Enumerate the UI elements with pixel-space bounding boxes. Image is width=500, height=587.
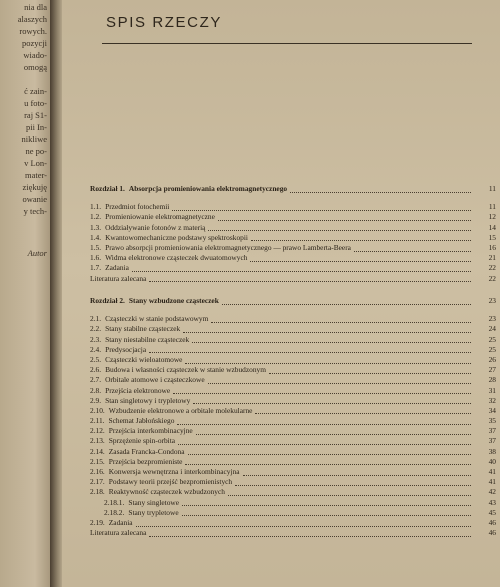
leader-dots [228,489,471,496]
entry-number: 2.18. [90,487,105,497]
left-text-fragment: pii In- [25,122,47,132]
left-text-fragment: ć zain- [24,86,47,96]
leader-dots [235,479,471,486]
page-number: 40 [488,456,496,466]
toc-entry [90,416,500,426]
leader-dots [208,377,471,384]
entry-title: Reaktywność cząsteczek wzbudzonych [108,487,225,497]
entry-number: 2.16. [90,467,105,476]
leader-dots [132,265,471,272]
entry-number: 1.7. [90,263,102,273]
entry-title: Predysocjacja [105,344,147,354]
leader-dots [243,469,471,476]
page-number: 34 [488,405,496,415]
page-number: 27 [488,365,496,375]
leader-dots [211,316,471,323]
left-text-fragment: ziękuję [22,182,47,192]
toc-literature [90,274,500,284]
entry-title: Promieniowanie elektromagnetyczne [105,212,215,222]
entry-number: 2.10. [90,405,105,415]
leader-dots [185,458,471,465]
leader-dots [193,397,471,404]
chapter-title: Stany wzbudzone cząsteczek [128,296,219,305]
book-gutter [50,0,62,587]
entry-title: Przejścia bezpromieniste [108,456,183,466]
leader-dots [269,367,471,374]
toc-entry [90,335,500,345]
page-number: 41 [488,467,496,476]
page-number: 38 [488,446,496,456]
left-text-fragment: alaszych [17,14,47,24]
toc-entry [90,467,500,477]
entry-number: 2.5. [90,354,102,364]
chapter-heading [90,184,500,194]
toc-entry [90,375,500,385]
leader-dots [173,387,471,394]
entry-number: 1.1. [90,202,102,212]
left-text-fragment: wiado- [23,50,47,60]
left-text-fragment: u foto- [24,98,47,108]
entry-title: Prawo absorpcji promieniowania elektromagnetycznego — prawo Lamberta-Beera [105,242,351,252]
left-page-edge [0,0,50,587]
author-signature: Autor [27,248,47,258]
entry-title: Podstawy teorii przejść bezpromienistych [108,477,233,487]
entry-title: Literatura zalecana [90,528,147,538]
page-number: 16 [488,242,496,252]
left-text-fragment: omogą [23,62,47,72]
page-number: 22 [488,273,496,283]
chapter-number: Rozdział 2. [90,296,125,305]
entry-title: Cząsteczki w stanie podstawowym [105,314,209,324]
leader-dots [136,520,471,527]
chapter-title: Absorpcja promieniowania elektromagnetycznego [128,184,288,193]
page-number: 46 [488,528,496,538]
page-number: 32 [488,395,496,405]
page-number: 46 [488,517,496,527]
entry-title: Przejścia elektronowe [105,385,171,395]
leader-dots [192,336,471,343]
leader-dots [196,428,471,435]
toc-entry [90,406,500,416]
page-title: SPIS RZECZY [106,14,222,31]
entry-number: 2.15. [90,456,105,466]
toc-subentry [90,508,500,518]
entry-number: 1.5. [90,242,102,252]
toc-entry [90,447,500,457]
toc-entry [90,487,500,497]
entry-title: Stany stabilne cząsteczek [105,324,181,334]
leader-dots [250,255,471,262]
entry-number: 2.18.1. [104,497,125,507]
toc-entry [90,426,500,436]
page-number: 37 [488,436,496,446]
left-text-fragment: owanie [22,194,47,204]
page-number: 28 [488,375,496,385]
leader-dots [149,530,471,537]
toc-entry [90,396,500,406]
toc-entry [90,253,500,263]
page-number: 25 [488,344,496,354]
entry-title: Stan singletowy i trypletowy [105,395,191,405]
toc-entry [90,243,500,253]
entry-title: Zadania [105,263,129,273]
entry-number: 2.4. [90,344,102,354]
page-number: 26 [488,354,496,364]
page-number: 43 [488,497,496,507]
toc-entry [90,314,500,324]
page-number: 23 [488,296,496,305]
page-number: 31 [488,385,496,395]
page-number: 45 [488,507,496,517]
toc-entry [90,263,500,273]
page-number: 41 [488,477,496,487]
entry-title: Widma elektronowe cząsteczek dwuatomowych [105,253,248,263]
entry-title: Przedmiot fotochemii [105,202,170,212]
entry-title: Sprzężenie spin-orbita [108,436,176,446]
left-text-fragment: nikliwe [21,134,47,144]
toc-entry [90,202,500,212]
left-text-fragment: v Lon- [24,158,47,168]
leader-dots [208,224,471,231]
toc-subentry [90,498,500,508]
leader-dots [178,438,471,445]
leader-dots [185,357,471,364]
chapter-number: Rozdział 1. [90,184,125,193]
entry-title: Budowa i własności cząsteczek w stanie wzbudzonym [105,365,266,375]
left-text-fragment: y tech- [23,206,47,216]
entry-number: 2.12. [90,426,105,436]
toc-entry [90,457,500,467]
toc-entry [90,518,500,528]
leader-dots [182,499,471,506]
toc-entry [90,436,500,446]
page-number: 25 [488,334,496,344]
entry-title: Kwantowomechaniczne podstawy spektroskopii [105,232,248,242]
toc-entry [90,477,500,487]
heading-rule [102,43,472,44]
entry-number: 2.9. [90,395,102,405]
toc-entry [90,365,500,375]
left-text-fragment: mater- [24,170,47,180]
toc-entry [90,355,500,365]
toc-entry [90,212,500,222]
entry-number: 2.13. [90,436,105,446]
entry-number: 1.4. [90,232,102,242]
left-text-fragment: rowych. [19,26,47,36]
entry-title: Oddziaływanie fotonów z materią [105,222,206,232]
leader-dots [255,407,471,414]
entry-title: Zadania [108,517,133,527]
toc-entry [90,345,500,355]
entry-title: Stany singletowe [128,497,180,507]
left-text-fragment: nia dla [24,2,47,12]
chapter-heading [90,296,500,306]
leader-dots [354,245,471,252]
contents-page [62,0,500,587]
leader-dots [177,418,471,425]
entry-title: Stany niestabilne cząsteczek [105,334,190,344]
toc-chapter-1 [90,184,500,284]
page-number: 11 [488,202,496,212]
entry-title: Orbitale atomowe i cząsteczkowe [105,375,205,385]
page-number: 22 [488,263,496,273]
leader-dots [182,509,471,516]
page-number: 23 [488,314,496,324]
entry-number: 2.6. [90,365,102,375]
page-number: 42 [488,487,496,497]
leader-dots [183,326,471,333]
leader-dots [149,275,471,282]
toc-entry [90,324,500,334]
left-text-fragment: ne po- [25,146,47,156]
entry-title: Przejścia interkombinacyjne [108,426,193,436]
leader-dots [251,234,471,241]
leader-dots [222,298,471,305]
entry-number: 2.2. [90,324,102,334]
entry-number: 2.7. [90,375,102,385]
toc-literature [90,528,500,538]
leader-dots [172,204,471,211]
leader-dots [218,214,471,221]
page-number: 35 [488,416,496,426]
toc-entry [90,386,500,396]
toc-entry [90,223,500,233]
entry-number: 1.6. [90,253,102,263]
entry-number: 2.17. [90,477,105,487]
entry-title: Schemat Jabłońskiego [108,416,175,426]
entry-number: 2.18.2. [104,507,125,517]
entry-number: 2.8. [90,385,102,395]
entry-title: Konwersja wewnętrzna i interkombinacyjna [108,467,240,476]
entry-title: Zasada Francka-Condona [108,446,185,456]
entry-number: 2.19. [90,517,105,527]
page-number: 14 [488,222,496,232]
entry-number: 2.11. [90,416,105,426]
entry-number: 2.3. [90,334,102,344]
toc-entry [90,233,500,243]
page-number: 21 [488,253,496,263]
left-text-fragment: raj S1- [24,110,47,120]
entry-number: 2.1. [90,314,102,324]
page-number: 12 [488,212,496,222]
entry-title: Cząsteczki wieloatomowe [105,354,183,364]
entry-number: 1.3. [90,222,102,232]
toc-chapter-2 [90,296,500,538]
page-number: 15 [488,232,496,242]
page-number: 11 [488,184,496,193]
entry-title: Literatura zalecana [90,273,147,283]
entry-number: 1.2. [90,212,102,222]
page-number: 24 [488,324,496,334]
page-number: 37 [488,426,496,436]
entry-title: Wzbudzenie elektronowe a orbitale molekularne [108,405,253,415]
leader-dots [290,186,471,193]
entry-title: Stany trypletowe [128,507,179,517]
left-text-fragment: pozycji [21,38,47,48]
entry-number: 2.14. [90,446,105,456]
leader-dots [149,346,471,353]
leader-dots [188,448,471,455]
